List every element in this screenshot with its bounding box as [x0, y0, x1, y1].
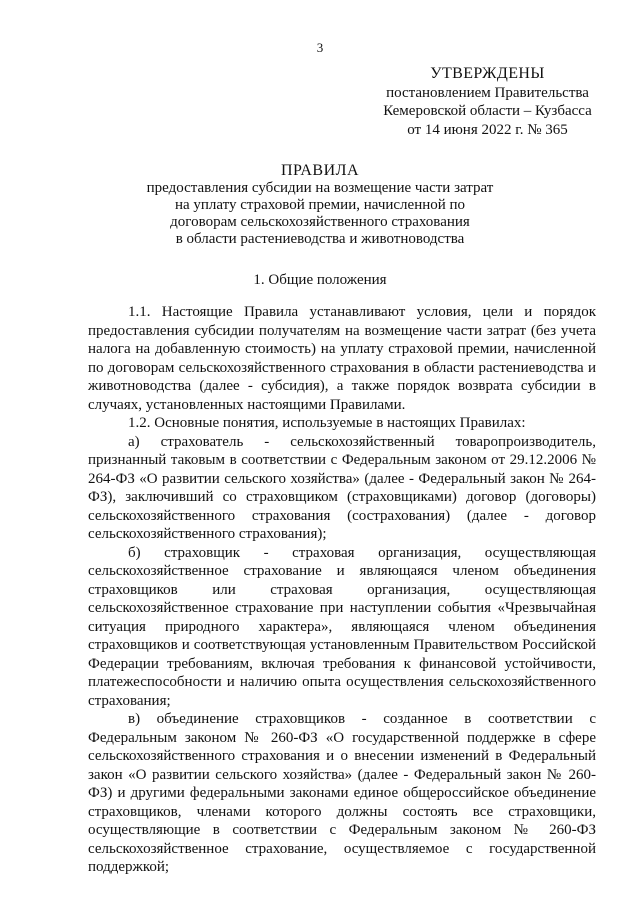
approval-line-3: от 14 июня 2022 г. № 365 — [407, 121, 568, 138]
subtitle-line-4: в области растениеводства и животноводства — [175, 231, 465, 247]
subtitle-line-3: договорам сельскохозяйственного страхования — [170, 214, 470, 230]
document-title: ПРАВИЛА — [280, 162, 360, 179]
page-number: 3 — [316, 40, 324, 55]
paragraph-item-a: а) страхователь - сельскохозяйственный товаропроизводитель, признанный таковым в соответствии с Федеральным законом от 29.12.2006 № 264-ФЗ «О развитии сельского хозяйства» (далее - Федеральный закон № 264-ФЗ), заключивший со страховщиком (страховщиками) договор (договоры) сельскохозяйственного страхования (сострахования) (далее - договор сельскохозяйственного страхования); — [88, 433, 596, 542]
section-heading: 1. Общие положения — [253, 272, 387, 288]
paragraph-1-1: 1.1. Настоящие Правила устанавливают условия, цели и порядок предоставления субсидии получателям на возмещение части затрат (без учета налога на добавленную стоимость) на уплату страховой премии, начисленной по договорам сельскохозяйственного страхования в области растениеводства и животноводства (далее - субсидия), а также порядок возврата субсидии в случаях, установленных настоящими Правилами. — [88, 304, 596, 413]
approval-line-1: постановлением Правительства — [386, 84, 589, 101]
document-title-block — [70, 162, 570, 248]
subtitle-line-1: предоставления субсидии на возмещение части затрат — [146, 180, 494, 196]
approval-stamp — [380, 65, 595, 139]
paragraph-item-v: в) объединение страховщиков - созданное в соответствии с Федеральным законом № 260-ФЗ «О государственной поддержке в сфере сельскохозяйственного страхования и о внесении изменений в Федеральный закон «О развитии сельского хозяйства» (далее - Федеральный закон № 260-ФЗ) и другими федеральными законами единое общероссийское объединение страховщиков, членами которого должны состоять все страховщики, осуществляющие в соответствии с Федеральным законом № 260-ФЗ сельскохозяйственное страхование, осуществляемое с государственной поддержкой; — [88, 711, 596, 875]
approval-heading: УТВЕРЖДЕНЫ — [430, 65, 545, 82]
approval-line-2: Кемеровской области – Кузбасса — [383, 103, 592, 119]
subtitle-line-2: на уплату страховой премии, начисленной по — [174, 197, 466, 213]
body-text — [88, 303, 596, 877]
paragraph-1-2: 1.2. Основные понятия, используемые в настоящих Правилах: — [128, 415, 526, 431]
paragraph-item-b: б) страховщик - страховая организация, осуществляющая сельскохозяйственное страхование и являющаяся членом объединения страховщиков или страховая организация, осуществляющая сельскохозяйственное страхование при наступлении события «Чрезвычайная ситуация природного характера», являющаяся членом объединения страховщиков и соответствующая установленным Правительством Российской Федерации требованиям, включая требования к финансовой устойчивости, платежеспособности и наличию опыта осуществления сельскохозяйственного страхования; — [88, 544, 596, 709]
